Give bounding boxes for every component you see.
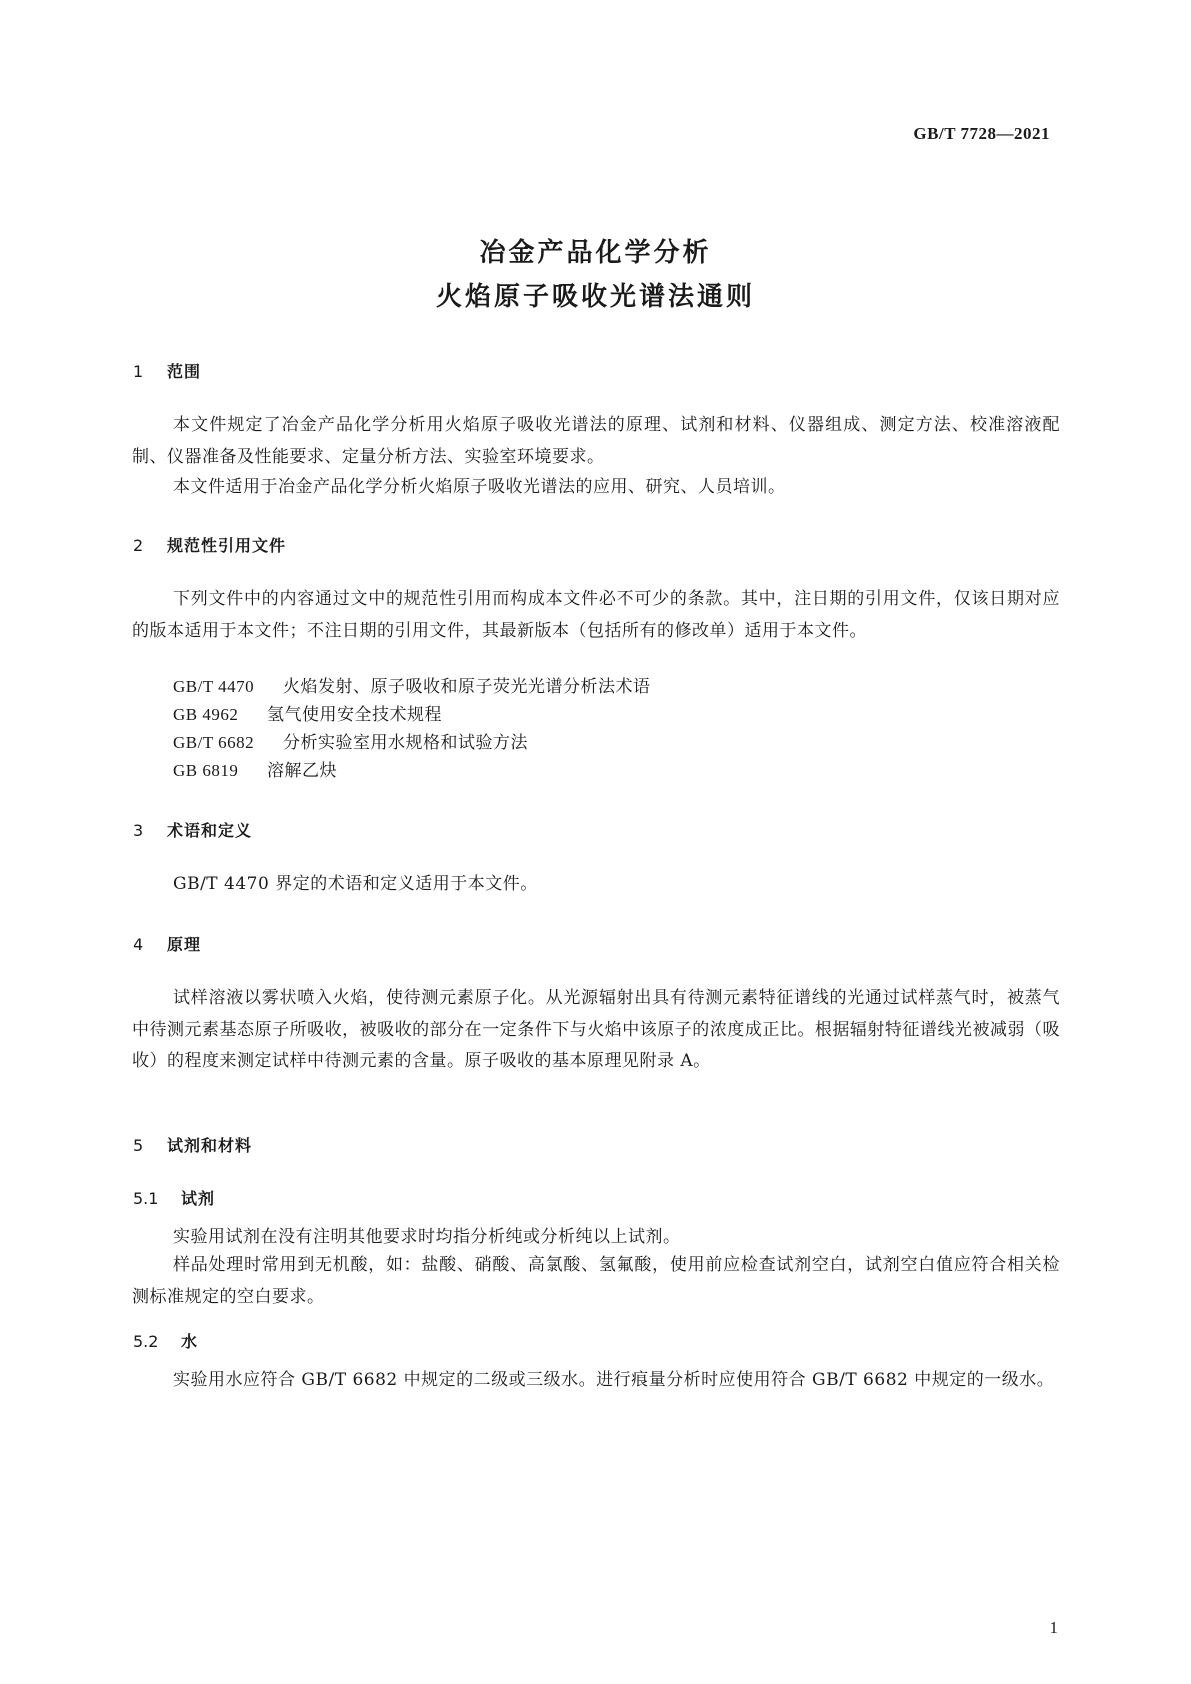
section-5-heading: [133, 1133, 252, 1156]
section-5-2-paragraph-1: 实验用水应符合 GB/T 6682 中规定的二级或三级水。进行痕量分析时应使用符合 GB/T 6682 中规定的一级水。: [173, 1370, 1055, 1390]
section-number: 2: [133, 536, 144, 555]
reference-title: 溶解乙炔: [267, 761, 337, 781]
section-1-heading: [133, 359, 201, 382]
section-5-1-paragraph-2: 样品处理时常用到无机酸，如：盐酸、硝酸、高氯酸、氢氟酸，使用前应检查试剂空白，试剂空白值应符合相关检测标准规定的空白要求。: [132, 1255, 1060, 1307]
section-5-2-heading: [133, 1329, 198, 1352]
section-title: 规范性引用文件: [167, 536, 287, 555]
reference-code: GB 6819: [173, 761, 239, 780]
section-number: 5.1: [133, 1189, 159, 1208]
reference-title: 火焰发射、原子吸收和原子荧光光谱分析法术语: [283, 677, 651, 697]
section-2-paragraph-1: 下列文件中的内容通过文中的规范性引用而构成本文件必不可少的条款。其中，注日期的引用文件，仅该日期对应的版本适用于本文件；不注日期的引用文件，其最新版本（包括所有的修改单）适用于本文件。: [132, 589, 1060, 641]
section-3-heading: [133, 818, 252, 841]
section-number: 1: [133, 362, 144, 381]
section-3-paragraph-1: GB/T 4470 界定的术语和定义适用于本文件。: [173, 874, 538, 894]
section-1-paragraph-2: 本文件适用于冶金产品化学分析火焰原子吸收光谱法的应用、研究、人员培训。: [173, 477, 786, 497]
section-2-heading: [133, 533, 286, 556]
reference-code: GB/T 6682: [173, 733, 255, 752]
section-1-paragraph-1: 本文件规定了冶金产品化学分析用火焰原子吸收光谱法的原理、试剂和材料、仪器组成、测定方法、校准溶液配制、仪器准备及性能要求、定量分析方法、实验室环境要求。: [132, 415, 1060, 467]
section-title: 水: [181, 1332, 199, 1351]
section-4-heading: [133, 932, 201, 955]
section-title: 试剂: [181, 1189, 216, 1208]
section-4-paragraph-1: 试样溶液以雾状喷入火焰，使待测元素原子化。从光源辐射出具有待测元素特征谱线的光通过试样蒸气时，被蒸气中待测元素基态原子所吸收，被吸收的部分在一定条件下与火焰中该原子的浓度成正比。根据辐射特征谱线光被减弱（吸收）的程度来测定试样中待测元素的含量。原子吸收的基本原理见附录 A。: [132, 988, 1060, 1071]
section-number: 3: [133, 821, 144, 840]
section-5-1-paragraph-1: 实验用试剂在没有注明其他要求时均指分析纯或分析纯以上试剂。: [173, 1227, 681, 1247]
normative-reference: [173, 755, 337, 787]
reference-code: GB/T 4470: [173, 677, 255, 696]
document-title-line2: 火焰原子吸收光谱法通则: [435, 282, 755, 312]
reference-title: 氢气使用安全技术规程: [267, 705, 442, 725]
section-title: 术语和定义: [167, 821, 253, 840]
reference-code: GB 4962: [173, 705, 239, 724]
document-title-line1: 冶金产品化学分析: [479, 238, 712, 268]
section-title: 原理: [167, 935, 202, 954]
section-number: 4: [133, 935, 144, 954]
section-title: 范围: [167, 362, 202, 381]
section-title: 试剂和材料: [167, 1136, 253, 1155]
section-5-1-heading: [133, 1186, 215, 1209]
reference-title: 分析实验室用水规格和试验方法: [283, 733, 528, 753]
standard-code: GB/T 7728—2021: [913, 124, 1050, 143]
section-number: 5: [133, 1136, 144, 1155]
page-number: 1: [1049, 1618, 1058, 1637]
section-number: 5.2: [133, 1332, 159, 1351]
